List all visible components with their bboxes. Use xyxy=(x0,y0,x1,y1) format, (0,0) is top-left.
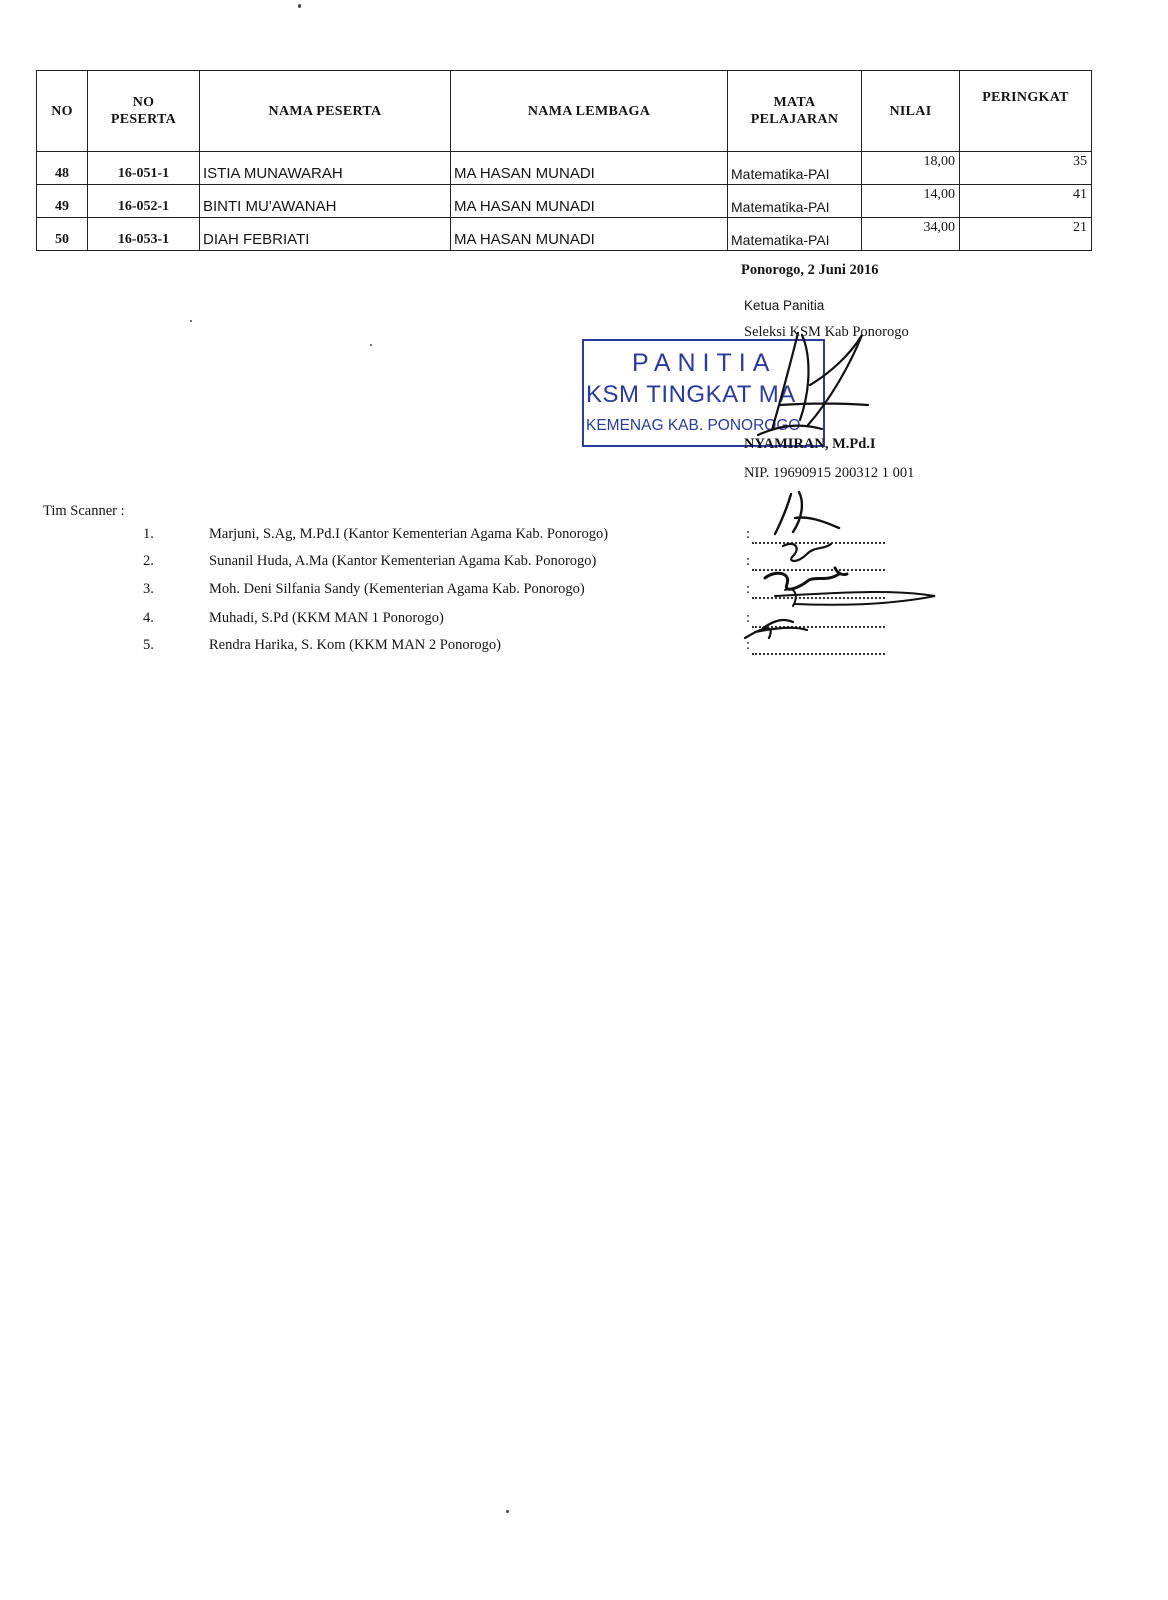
committee-role: Ketua Panitia xyxy=(744,298,825,313)
cell-mata-pelajaran: Matematika-PAI xyxy=(728,152,862,185)
signature-line xyxy=(752,597,885,599)
cell-no-peserta: 16-051-1 xyxy=(88,152,200,185)
cell-mata-pelajaran: Matematika-PAI xyxy=(728,218,862,251)
cell-nilai: 18,00 xyxy=(862,152,960,185)
cell-nama-lembaga: MA HASAN MUNADI xyxy=(451,185,728,218)
list-item xyxy=(0,581,900,605)
stamp-line-3: KEMENAG KAB. PONOROGO xyxy=(586,417,801,434)
scan-speck xyxy=(190,320,192,322)
member-number: 5. xyxy=(143,637,154,653)
member-colon: : xyxy=(746,526,751,542)
cell-peringkat: 41 xyxy=(960,185,1092,218)
list-item xyxy=(0,610,900,634)
scan-speck xyxy=(506,1510,509,1513)
cell-no: 50 xyxy=(37,218,88,251)
cell-nilai: 34,00 xyxy=(862,218,960,251)
header-no: NO xyxy=(37,71,88,152)
cell-nilai: 14,00 xyxy=(862,185,960,218)
cell-peringkat: 21 xyxy=(960,218,1092,251)
committee-role-2: Seleksi KSM Kab Ponorogo xyxy=(744,324,909,340)
member-number: 2. xyxy=(143,553,154,569)
member-name: Moh. Deni Silfania Sandy (Kementerian Agama Kab. Ponorogo) xyxy=(209,581,585,597)
list-item xyxy=(0,553,900,577)
cell-no-peserta: 16-053-1 xyxy=(88,218,200,251)
member-colon: : xyxy=(746,610,751,626)
results-table xyxy=(36,70,1092,251)
header-no-peserta: NO PESERTA xyxy=(88,71,200,152)
member-name: Muhadi, S.Pd (KKM MAN 1 Ponorogo) xyxy=(209,610,444,626)
cell-nama-peserta: DIAH FEBRIATI xyxy=(200,218,451,251)
list-item xyxy=(0,526,900,550)
table-row xyxy=(37,218,1092,251)
cell-nama-lembaga: MA HASAN MUNADI xyxy=(451,218,728,251)
member-colon: : xyxy=(746,581,751,597)
chair-nip: NIP. 19690915 200312 1 001 xyxy=(744,465,915,481)
member-number: 1. xyxy=(143,526,154,542)
member-name: Rendra Harika, S. Kom (KKM MAN 2 Ponorogo) xyxy=(209,637,501,653)
cell-nama-peserta: ISTIA MUNAWARAH xyxy=(200,152,451,185)
table-row xyxy=(37,185,1092,218)
signature-line xyxy=(752,626,885,628)
signature-line xyxy=(752,569,885,571)
team-title: Tim Scanner : xyxy=(43,503,125,519)
header-nama-peserta: NAMA PESERTA xyxy=(200,71,451,152)
stamp-line-1: PANITIA xyxy=(632,349,777,377)
cell-no: 48 xyxy=(37,152,88,185)
member-colon: : xyxy=(746,637,751,653)
signature-line xyxy=(752,542,885,544)
table-header xyxy=(37,71,1092,152)
place-date: Ponorogo, 2 Juni 2016 xyxy=(741,262,879,278)
member-name: Sunanil Huda, A.Ma (Kantor Kementerian Agama Kab. Ponorogo) xyxy=(209,553,597,569)
member-number: 3. xyxy=(143,581,154,597)
scan-speck xyxy=(298,4,301,8)
cell-nama-lembaga: MA HASAN MUNADI xyxy=(451,152,728,185)
list-item xyxy=(0,637,900,661)
cell-no-peserta: 16-052-1 xyxy=(88,185,200,218)
header-mata-pelajaran: MATA PELAJARAN xyxy=(728,71,862,152)
scan-speck xyxy=(370,344,372,346)
header-nilai: NILAI xyxy=(862,71,960,152)
table-row xyxy=(37,152,1092,185)
signature-line xyxy=(752,653,885,655)
cell-no: 49 xyxy=(37,185,88,218)
header-nama-lembaga: NAMA LEMBAGA xyxy=(451,71,728,152)
cell-peringkat: 35 xyxy=(960,152,1092,185)
member-number: 4. xyxy=(143,610,154,626)
member-colon: : xyxy=(746,553,751,569)
header-peringkat: PERINGKAT xyxy=(960,71,1092,152)
cell-mata-pelajaran: Matematika-PAI xyxy=(728,185,862,218)
chair-name: NYAMIRAN, M.Pd.I xyxy=(744,436,876,452)
committee-stamp xyxy=(582,339,825,447)
member-name: Marjuni, S.Ag, M.Pd.I (Kantor Kementerian Agama Kab. Ponorogo) xyxy=(209,526,609,542)
cell-nama-peserta: BINTI MU'AWANAH xyxy=(200,185,451,218)
stamp-line-2: KSM TINGKAT MA xyxy=(586,381,796,408)
